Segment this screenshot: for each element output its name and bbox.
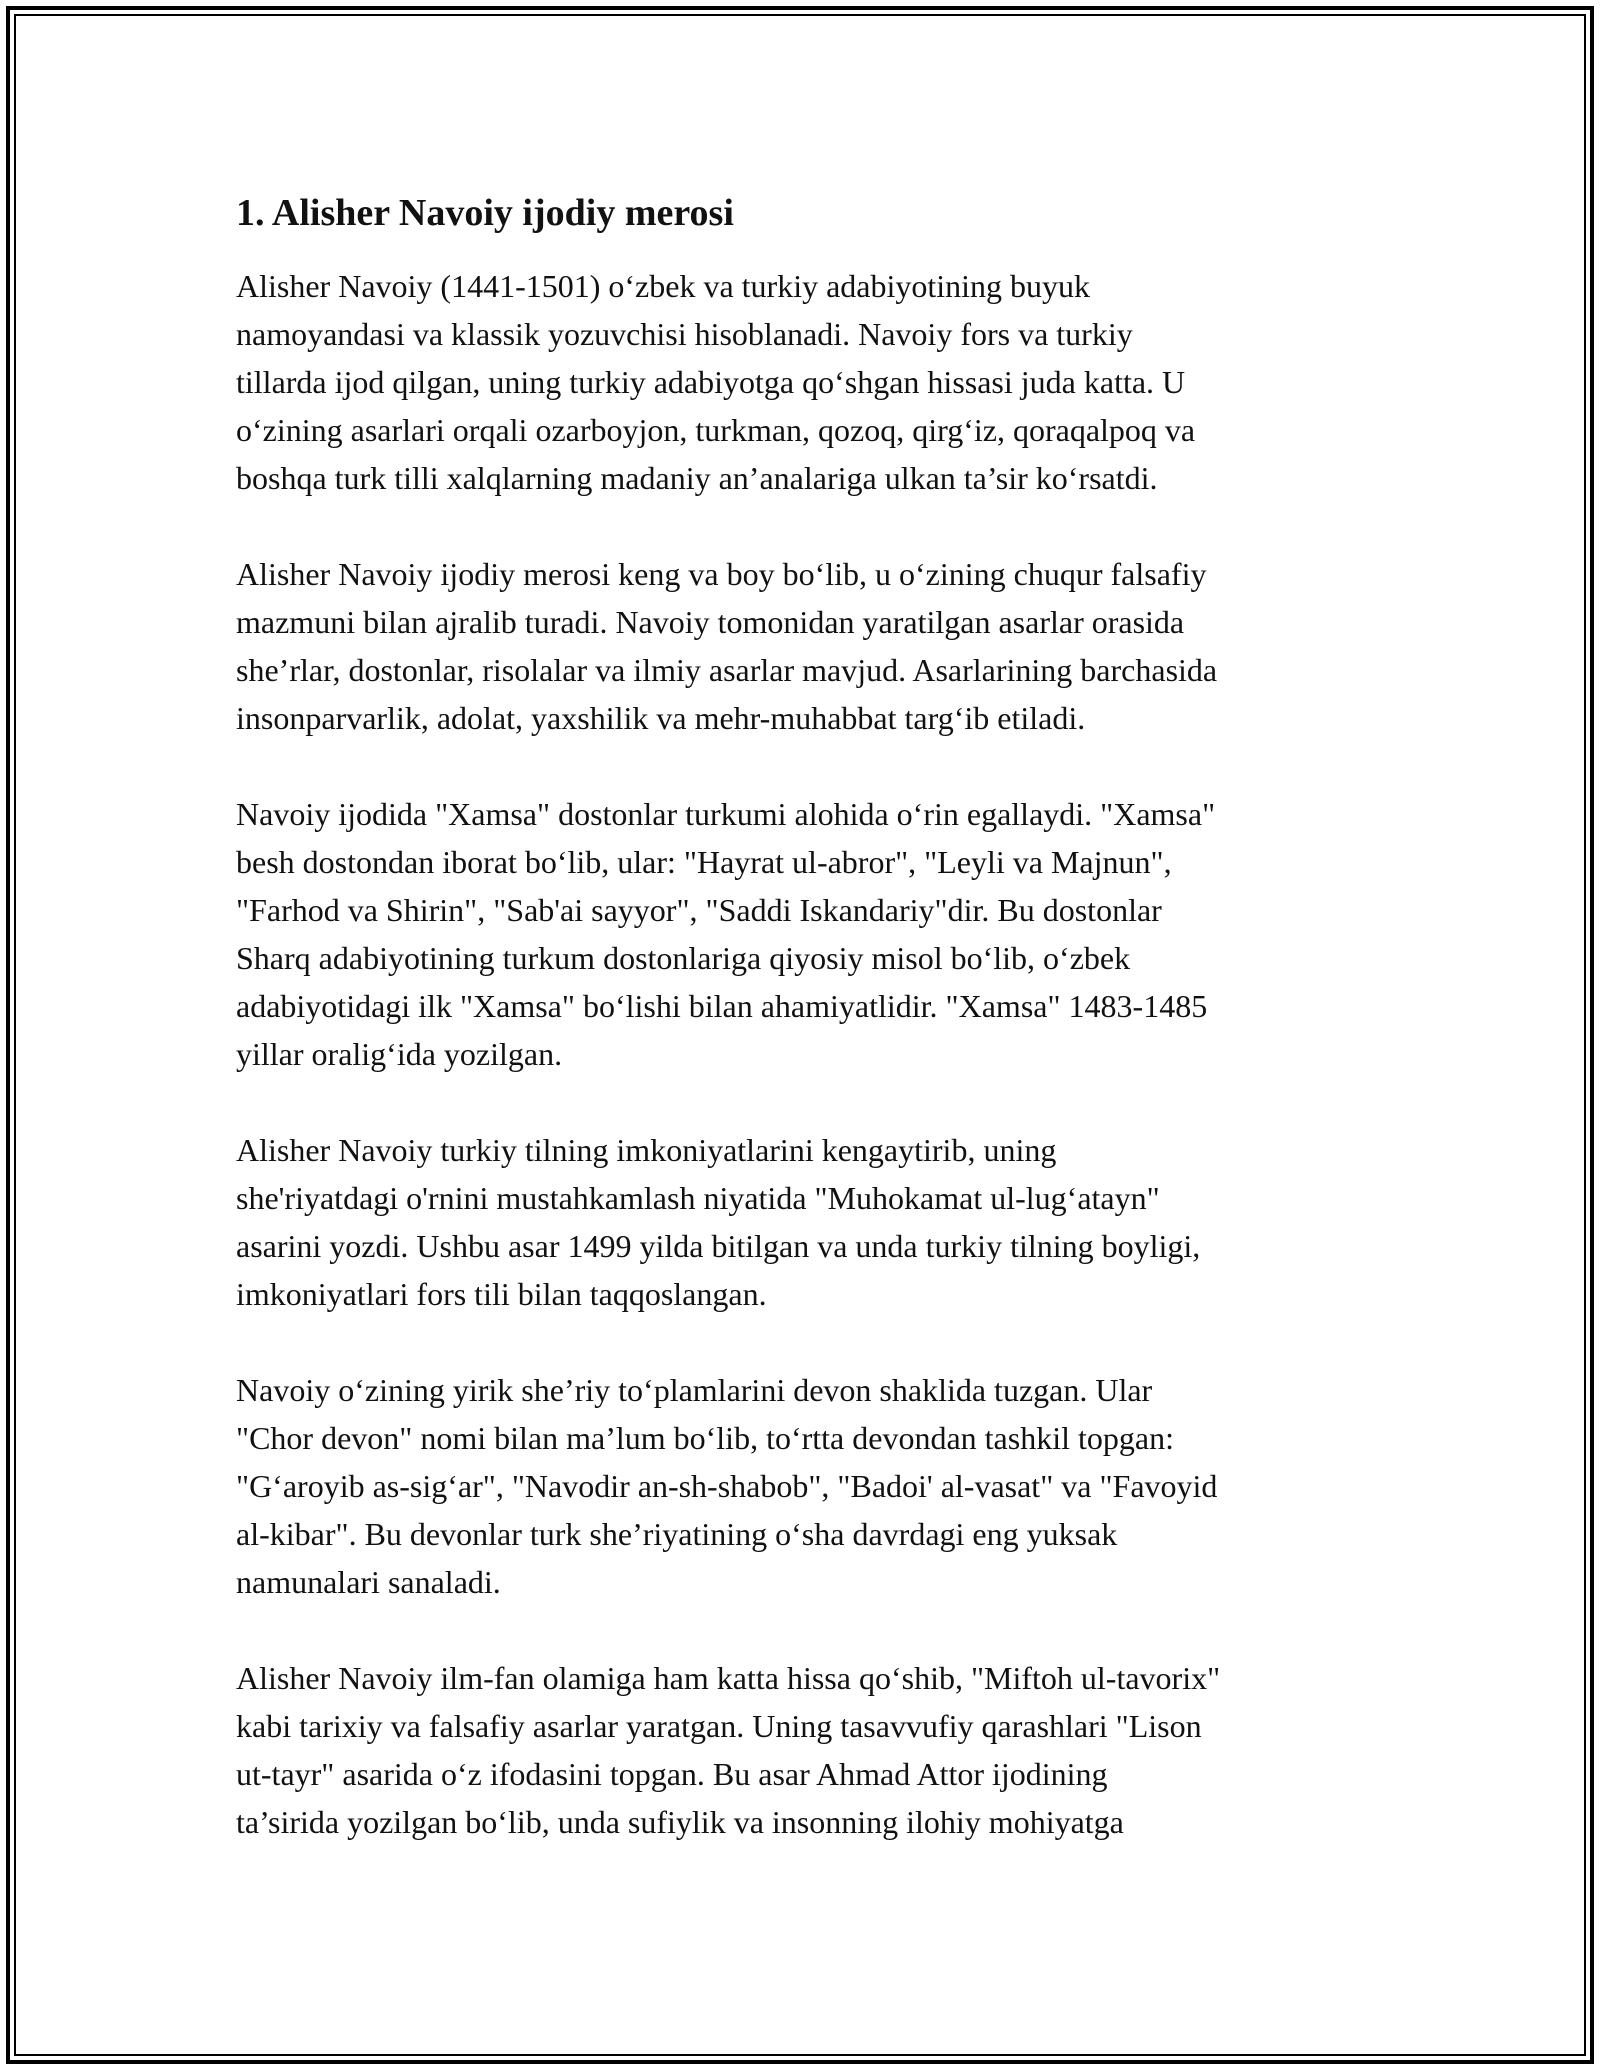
- paragraph-1: Alisher Navoiy (1441-1501) o‘zbek va turkiy adabiyotining buyuk namoyandasi va klassik yozuvchisi hisoblanadi. Navoiy fors va turkiy tillarda ijod qilgan, uning turkiy adabiyotga qo‘shgan hissasi juda katta. U o‘zining asarlari orqali ozarboyjon, turkman, qozoq, qirg‘iz, qoraqalpoq va boshqa turk tilli xalqlarning madaniy an’analariga ulkan ta’sir ko‘rsatdi.: [236, 268, 1196, 496]
- paragraph-2: Alisher Navoiy ijodiy merosi keng va boy bo‘lib, u o‘zining chuqur falsafiy mazmuni bilan ajralib turadi. Navoiy tomonidan yaratilgan asarlar orasida she’rlar, dostonlar, risolalar va ilmiy asarlar mavjud. Asarlarining barchasida insonparvarlik, adolat, yaxshilik va mehr-muhabbat targ‘ib etiladi.: [236, 556, 1218, 736]
- paragraph-4: Alisher Navoiy turkiy tilning imkoniyatlarini kengaytirib, uning she'riyatdagi o'rnini mustahkamlash niyatida "Muhokamat ul-lug‘atayn" asarini yozdi. Ushbu asar 1499 yilda bitilgan va unda turkiy tilning boyligi, imkoniyatlari fors tili bilan taqqoslangan.: [236, 1132, 1201, 1312]
- paragraph-5: Navoiy o‘zining yirik she’riy to‘plamlarini devon shaklida tuzgan. Ular "Chor devon" nomi bilan ma’lum bo‘lib, to‘rtta devondan tashkil topgan: "G‘aroyib as-sig‘ar", "Navodir an-sh-shabob", "Badoi' al-vasat" va "Favoyid al-kibar". Bu devonlar turk she’riyatining o‘sha davrdagi eng yuksak namunalari sanaladi.: [236, 1372, 1218, 1600]
- section-heading: 1. Alisher Navoiy ijodiy merosi: [236, 192, 734, 234]
- paragraph-3: Navoiy ijodida "Xamsa" dostonlar turkumi alohida o‘rin egallaydi. "Xamsa" besh dostondan iborat bo‘lib, ular: "Hayrat ul-abror", "Leyli va Majnun", "Farhod va Shirin", "Sab'ai sayyor", "Saddi Iskandariy"dir. Bu dostonlar Sharq adabiyotining turkum dostonlariga qiyosiy misol bo‘lib, o‘zbek adabiyotidagi ilk "Xamsa" bo‘lishi bilan ahamiyatlidir. "Xamsa" 1483-1485 yillar oralig‘ida yozilgan.: [236, 796, 1216, 1072]
- paragraph-6: Alisher Navoiy ilm-fan olamiga ham katta hissa qo‘shib, "Miftoh ul-tavorix" kabi tarixiy va falsafiy asarlar yaratgan. Uning tasavvufiy qarashlari "Lison ut-tayr" asarida o‘z ifodasini topgan. Bu asar Ahmad Attor ijodining ta’sirida yozilgan bo‘lib, unda sufiylik va insonning ilohiy mohiyatga: [236, 1660, 1221, 1840]
- document-page: [236, 188, 1376, 1894]
